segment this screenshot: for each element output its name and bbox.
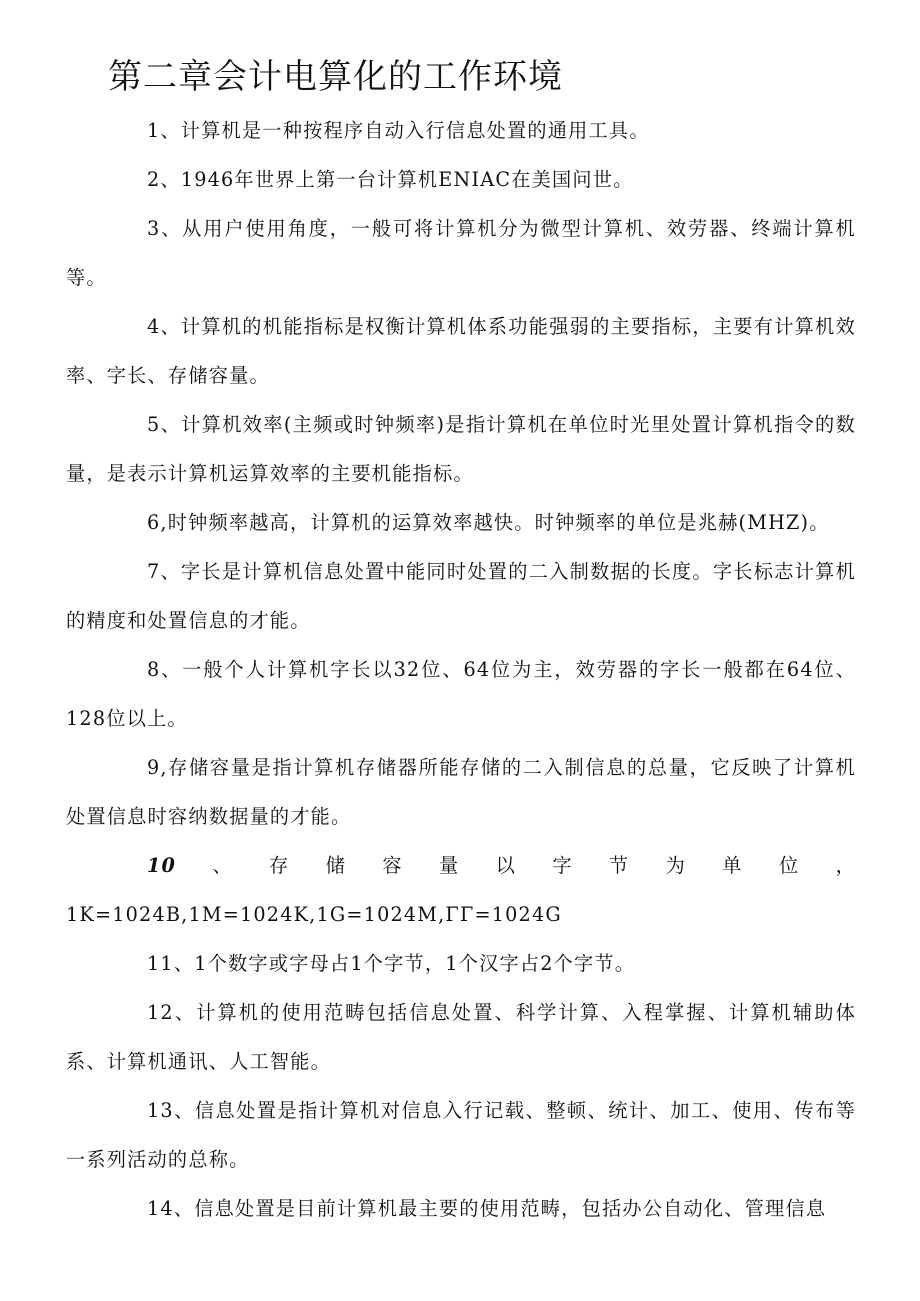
paragraph-1: 1、计算机是一种按程序自动入行信息处置的通用工具。 [147,119,650,142]
paragraph-7: 7、字长是计算机信息处置中能同时处置的二入制数据的长度。字长标志计算机的精度和处置信息的才能。 [66,560,856,632]
paragraph-3: 3、从用户使用角度，一般可将计算机分为微型计算机、效劳器、终端计算机等。 [66,217,856,289]
paragraph-10-number: 10 [147,854,177,877]
paragraph-4: 4、计算机的机能指标是权衡计算机体系功能强弱的主要指标，主要有计算机效率、字长、存储容量。 [66,315,856,387]
paragraph-11: 11、1个数字或字母占1个字节，1个汉字占2个字节。 [147,952,636,975]
paragraph-8: 8、一般个人计算机字长以32位、64位为主，效劳器的字长一般都在64位、128位以上。 [66,658,856,730]
paragraph-13: 13、信息处置是指计算机对信息入行记载、整顿、统计、加工、使用、传布等一系列活动的总称。 [66,1099,856,1171]
chapter-title: 第二章会计电算化的工作环境 [108,57,563,97]
document-body [66,106,856,1233]
paragraph-10-text: 、存储容量以字节为单位，1K=1024B,1M=1024K,1G=1024M,ΓΓ=1024G [66,854,856,926]
paragraph-6: 6,时钟频率越高，计算机的运算效率越快。时钟频率的单位是兆赫(MHZ)。 [147,511,830,534]
paragraph-9: 9,存储容量是指计算机存储器所能存储的二入制信息的总量，它反映了计算机处置信息时容纳数据量的才能。 [66,756,856,828]
paragraph-10 [66,841,856,939]
paragraph-14: 14、信息处置是目前计算机最主要的使用范畴，包括办公自动化、管理信息 [147,1197,827,1220]
paragraph-2: 2、1946年世界上第一台计算机ENIAC在美国问世。 [147,168,634,191]
paragraph-12: 12、计算机的使用范畴包括信息处置、科学计算、入程掌握、计算机辅助体系、计算机通讯、人工智能。 [66,1001,856,1073]
paragraph-5: 5、计算机效率(主频或时钟频率)是指计算机在单位时光里处置计算机指令的数量，是表示计算机运算效率的主要机能指标。 [66,413,856,485]
